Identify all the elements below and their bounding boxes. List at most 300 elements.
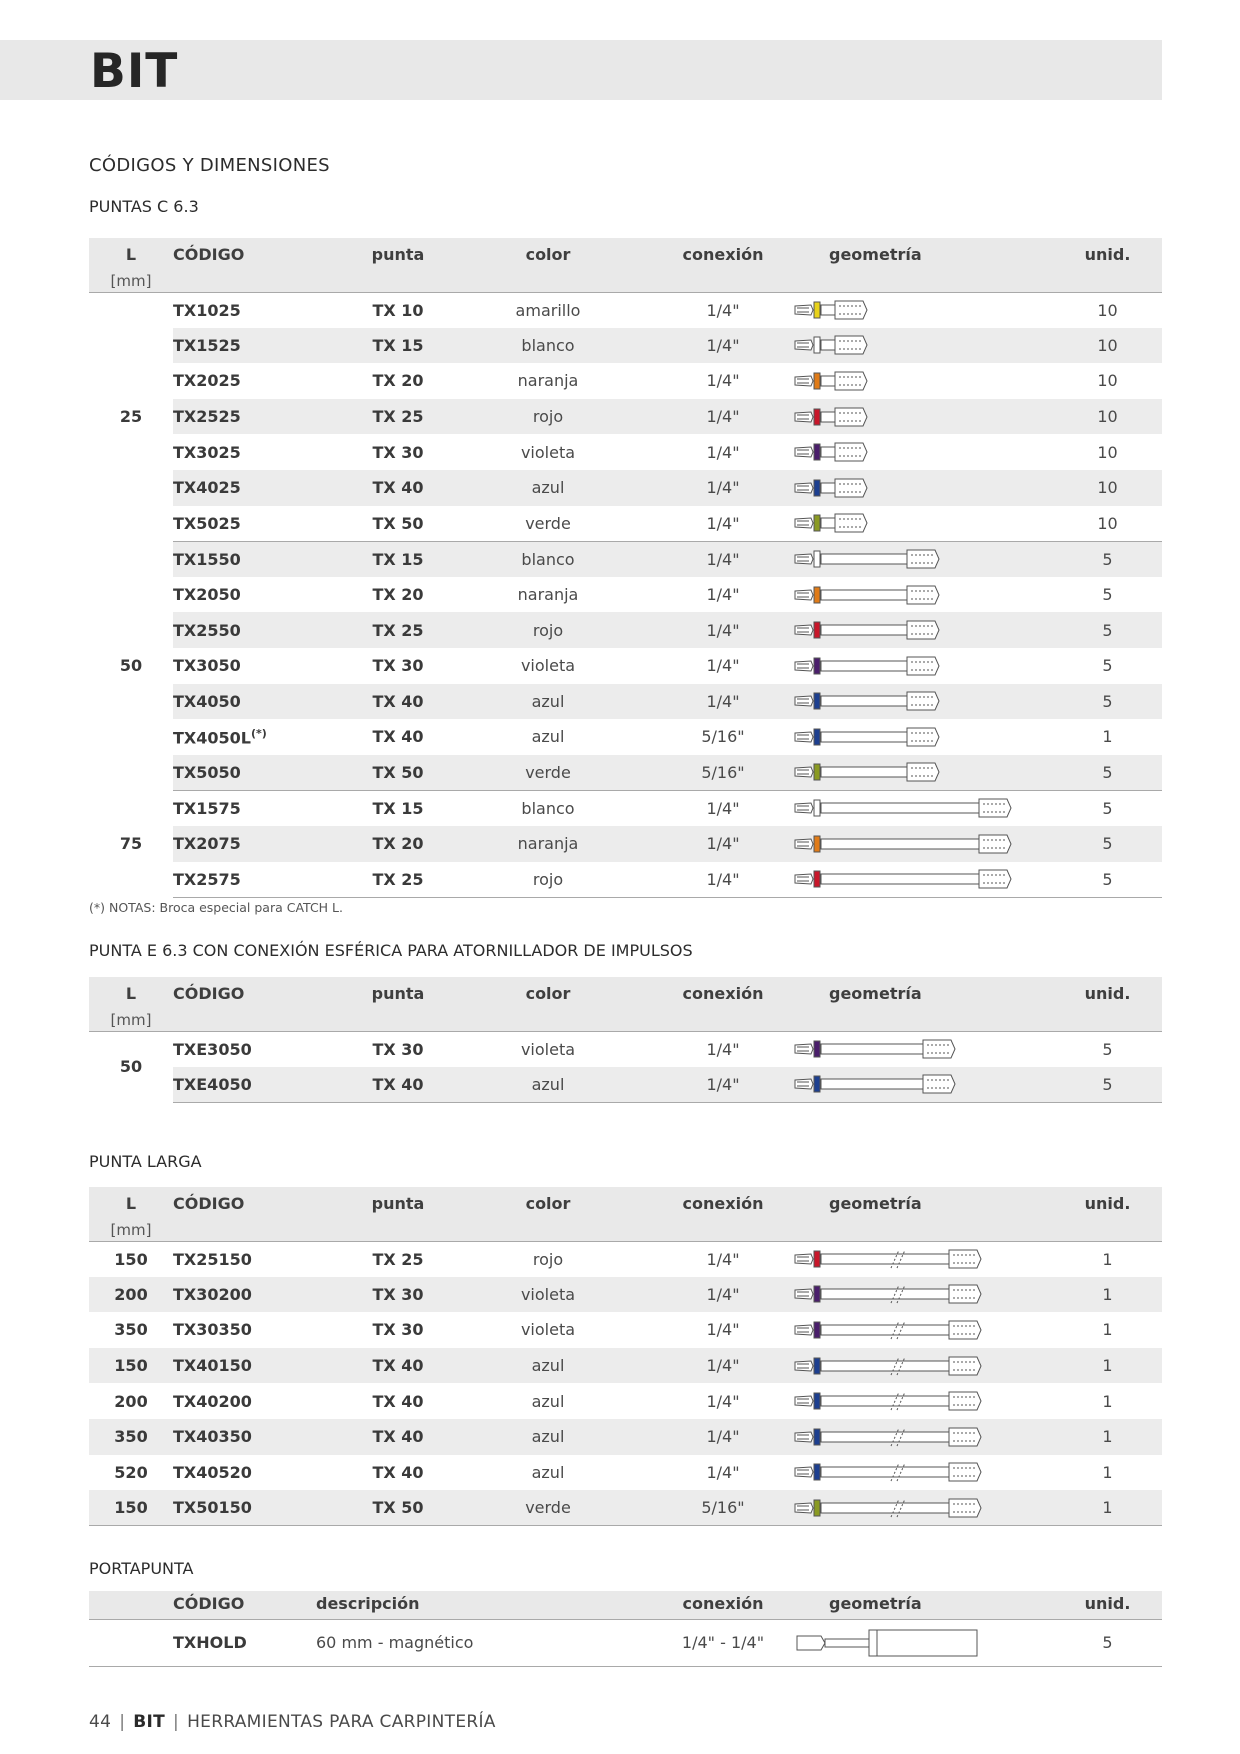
punta-cell: TX 20 [353,826,443,862]
header-L-label: L [125,984,137,1003]
header-unid [1053,238,1162,292]
unid-cell: 1 [1053,1348,1162,1384]
header-L [89,1187,173,1241]
color-cell: azul [443,1067,653,1103]
bit-geometry-icon [793,297,877,323]
geometry-cell [793,1619,1053,1666]
unid-cell: 10 [1097,371,1118,391]
header-geo [793,1187,1053,1241]
code-cell: TX50150 [173,1490,353,1526]
punta-cell: TX 30 [372,656,424,676]
geometry-cell [793,684,1053,720]
section-heading: CÓDIGOS Y DIMENSIONES [89,155,330,176]
header-unid-label: unid. [1084,245,1131,264]
bit-geometry-icon [793,617,949,643]
code-value: TX2050 [173,585,241,605]
code-value: TXE4050 [173,1074,252,1094]
conn-cell: 1/4" [653,1348,793,1384]
table-row [89,612,1162,648]
code-value: TX2575 [173,869,241,889]
header-punta [353,238,443,292]
header-empty [89,1591,173,1619]
color-cell: naranja [443,826,653,862]
bit-geometry-icon [793,795,1021,821]
length-cell: 150 [89,1241,173,1277]
code-cell [173,363,353,399]
header-L-unit: [mm] [110,1011,152,1029]
code-cell [173,1067,353,1103]
code-cell: TX25150 [173,1249,252,1269]
conn-cell: 1/4" - 1/4" [653,1619,793,1666]
punta-cell: TX 40 [372,1462,424,1482]
unid-cell: 1 [1053,1419,1162,1455]
code-value: TX2075 [173,834,241,854]
punta-cell: TX 20 [372,585,424,605]
punta-cell: TX 40 [372,1391,424,1411]
length-cell: 150 [89,1490,173,1526]
punta-cell: TX 25 [353,862,443,898]
length-cell: 150 [89,1348,173,1384]
code-cell [173,328,353,364]
code-cell [173,506,353,542]
code-cell [173,684,353,720]
punta-cell: TX 25 [353,399,443,435]
unid-cell: 5 [1053,862,1162,898]
header-L-unit: [mm] [110,1221,152,1239]
header-punta-label: punta [371,1194,425,1213]
code-cell [173,577,353,613]
conn-cell: 1/4" [706,798,740,818]
length-cell: 520 [89,1455,173,1491]
header-row [89,1187,1162,1241]
empty-cell [89,1619,173,1666]
geometry-cell [793,790,1053,826]
table-row [89,1490,1162,1526]
conn-cell: 1/4" [653,541,793,577]
bit-geometry-icon [793,332,877,358]
code-cell [173,862,353,898]
conn-cell: 1/4" [653,1067,793,1103]
color-cell: rojo [443,612,653,648]
punta-cell: TX 40 [353,1419,443,1455]
bit-geometry-icon [793,439,877,465]
header-conn-label: conexión [682,984,764,1003]
header-unid: unid. [1053,1591,1162,1619]
table-row [89,292,1162,328]
color-cell: azul [443,1348,653,1384]
punta-cell: TX 15 [353,328,443,364]
footer-brand: BIT [133,1712,166,1732]
unid-cell: 5 [1053,612,1162,648]
code-value: TX4025 [173,478,241,498]
unid-cell: 10 [1053,328,1162,364]
table-row [89,1348,1162,1384]
header-conn [653,1187,793,1241]
conn-cell: 1/4" [653,506,793,542]
code-value: TX4050 [173,691,241,711]
unid-cell: 5 [1053,1619,1162,1666]
color-cell: azul [443,470,653,506]
header-unid-label: unid. [1084,1194,1131,1213]
bit-geometry-icon [793,724,949,750]
unid-cell: 1 [1102,1462,1113,1482]
geometry-cell [793,648,1053,684]
unid-cell: 5 [1053,826,1162,862]
header-punta [353,977,443,1031]
header-L [89,977,173,1031]
punta-cell: TX 15 [353,541,443,577]
code-cell [173,719,353,755]
geometry-cell [793,1348,1053,1384]
code-value: TX2025 [173,371,241,391]
header-geo [793,238,1053,292]
code-value: TX1575 [173,798,241,818]
length-cell: 200 [89,1383,173,1419]
geometry-cell [793,1383,1053,1419]
unid-cell: 5 [1102,585,1113,605]
conn-cell: 1/4" [706,656,740,676]
color-cell: amarillo [515,300,581,320]
header-code [173,977,353,1031]
unid-cell: 5 [1053,684,1162,720]
color-cell: azul [443,684,653,720]
color-cell: azul [531,727,565,747]
code-cell: TXHOLD [173,1619,316,1666]
header-unid [1053,1187,1162,1241]
header-unid-label: unid. [1084,984,1131,1003]
bit-geometry-icon [793,1246,991,1272]
unid-cell: 5 [1053,541,1162,577]
conn-cell: 1/4" [706,371,740,391]
table-row [89,470,1162,506]
geometry-cell [793,577,1053,613]
unid-cell: 1 [1053,1277,1162,1313]
punta-cell: TX 20 [372,371,424,391]
bit-geometry-icon [793,1036,965,1062]
conn-cell: 1/4" [653,470,793,506]
bit-geometry-icon [793,831,1021,857]
code-value: TX1025 [173,300,241,320]
unid-cell: 5 [1102,798,1113,818]
table-row [89,577,1162,613]
unid-cell: 1 [1053,1490,1162,1526]
header-geo: geometría [793,1591,1053,1619]
bit-geometry-icon [793,1459,991,1485]
table-row [89,399,1162,435]
table-punta-e63 [89,977,1162,1103]
code-cell [173,292,353,328]
conn-cell: 1/4" [706,442,740,462]
code-value: TX3025 [173,442,241,462]
geometry-cell [793,1419,1053,1455]
table-row [89,1312,1162,1348]
conn-cell: 5/16" [701,727,745,747]
code-cell: TX30200 [173,1277,353,1313]
punta-cell: TX 15 [372,798,424,818]
table-row [89,1419,1162,1455]
table-row [89,826,1162,862]
punta-cell: TX 30 [353,1277,443,1313]
geometry-cell [793,612,1053,648]
code-cell [173,755,353,791]
header-geo-label: geometría [829,1194,922,1213]
color-cell: rojo [443,862,653,898]
conn-cell: 1/4" [706,1462,740,1482]
table-row [89,1619,1162,1666]
color-cell: azul [443,1419,653,1455]
header-L-unit: [mm] [110,272,152,290]
conn-cell: 1/4" [706,1249,740,1269]
conn-cell: 1/4" [653,328,793,364]
table-row [89,1383,1162,1419]
header-row [89,977,1162,1031]
header-color-label: color [525,245,571,264]
bit-geometry-icon [793,1281,991,1307]
conn-cell: 1/4" [706,585,740,605]
page-title: BIT [90,44,179,99]
geometry-cell [793,1312,1053,1348]
unid-cell: 1 [1102,1249,1113,1269]
geometry-cell [793,363,1053,399]
table-row [89,328,1162,364]
code-value: TXE3050 [173,1039,252,1059]
color-cell: violeta [520,1039,576,1059]
header-punta-label: punta [371,245,425,264]
table-row [89,1067,1162,1103]
header-color [443,977,653,1031]
color-cell: blanco [443,541,653,577]
table-row [89,1031,1162,1067]
table-row [89,1277,1162,1313]
header-code-label: CÓDIGO [173,984,245,1003]
table-row [89,719,1162,755]
unid-cell: 1 [1102,1320,1113,1340]
unid-cell: 10 [1053,399,1162,435]
length-cell: 350 [89,1419,173,1455]
punta-cell: TX 40 [353,1348,443,1384]
code-cell [173,612,353,648]
geometry-cell [793,1277,1053,1313]
punta-cell: TX 30 [372,1320,424,1340]
footer-page-number: 44 [89,1712,112,1732]
color-cell: violeta [443,1277,653,1313]
header-unid [1053,977,1162,1031]
conn-cell: 5/16" [653,1490,793,1526]
bit-geometry-icon [793,1071,965,1097]
unid-cell: 1 [1102,1391,1113,1411]
footer-catalog: HERRAMIENTAS PARA CARPINTERÍA [187,1712,496,1732]
bit-geometry-icon [793,1388,991,1414]
page-footer: 44 | BIT | HERRAMIENTAS PARA CARPINTERÍA [89,1712,496,1732]
geometry-cell [793,292,1053,328]
header-conn-label: conexión [682,1194,764,1213]
code-note-marker: (*) [250,726,267,740]
code-value: TX1550 [173,549,241,569]
punta-cell: TX 10 [372,300,424,320]
geometry-cell [793,1490,1053,1526]
bit-geometry-icon [793,404,877,430]
geometry-cell [793,470,1053,506]
geometry-cell [793,506,1053,542]
geometry-cell [793,826,1053,862]
header-color [443,1187,653,1241]
table-puntas-c63 [89,238,1162,898]
code-cell [173,1031,353,1067]
punta-cell: TX 40 [353,470,443,506]
header-color [443,238,653,292]
conn-cell: 1/4" [706,1391,740,1411]
table1-note: (*) NOTAS: Broca especial para CATCH L. [89,900,343,915]
conn-cell: 1/4" [653,399,793,435]
punta-cell: TX 25 [372,1249,424,1269]
header-L-label: L [125,1194,137,1213]
geometry-cell [793,755,1053,791]
header-geo-label: geometría [829,245,922,264]
bit-geometry-icon [793,582,949,608]
color-cell: verde [443,506,653,542]
punta-cell: TX 40 [372,727,424,747]
header-L-label: L [125,245,137,264]
table-row [89,1241,1162,1277]
unid-cell: 10 [1053,470,1162,506]
geometry-cell [793,399,1053,435]
punta-cell: TX 40 [353,684,443,720]
punta-cell: TX 50 [353,755,443,791]
code-cell [173,790,353,826]
table3-title: PUNTA LARGA [89,1152,202,1171]
conn-cell: 1/4" [706,300,740,320]
table-row [89,790,1162,826]
unid-cell: 5 [1053,1067,1162,1103]
code-cell [173,434,353,470]
punta-cell: TX 50 [353,1490,443,1526]
length-cell: 50 [89,1031,173,1102]
punta-cell: TX 30 [372,1039,424,1059]
code-cell: TX30350 [173,1320,252,1340]
color-cell: violeta [520,442,576,462]
bit-geometry-icon [793,368,877,394]
header-conn [653,238,793,292]
code-value: TX5050 [173,762,241,782]
table-punta-larga [89,1187,1162,1526]
bit-geometry-icon [793,1317,991,1343]
length-cell: 75 [89,790,173,897]
bit-geometry-icon [793,1495,991,1521]
title-band [0,40,1162,100]
header-code [173,1187,353,1241]
geometry-cell [793,1241,1053,1277]
conn-cell: 1/4" [653,1419,793,1455]
table2-title: PUNTA E 6.3 CON CONEXIÓN ESFÉRICA PARA ATORNILLADOR DE IMPULSOS [89,941,693,960]
header-code-label: CÓDIGO [173,245,245,264]
table-row [89,684,1162,720]
color-cell: naranja [517,371,579,391]
code-value: TX5025 [173,513,241,533]
geometry-cell [793,1067,1053,1103]
code-cell [173,648,353,684]
code-cell [173,470,353,506]
conn-cell: 1/4" [653,1277,793,1313]
color-cell: verde [443,755,653,791]
unid-cell: 1 [1102,727,1113,747]
conn-cell: 1/4" [706,1039,740,1059]
header-geo [793,977,1053,1031]
length-cell: 200 [89,1277,173,1313]
table-row [89,541,1162,577]
code-cell [173,826,353,862]
holder-geometry-icon [793,1626,983,1660]
table-portapunta [89,1591,1162,1667]
conn-cell: 1/4" [653,612,793,648]
color-cell: rojo [443,399,653,435]
header-L [89,238,173,292]
unid-cell: 5 [1102,1039,1113,1059]
code-cell [173,399,353,435]
bit-geometry-icon [793,475,877,501]
punta-cell: TX 25 [353,612,443,648]
table-row [89,363,1162,399]
header-punta-label: punta [371,984,425,1003]
geometry-cell [793,1455,1053,1491]
conn-cell: 5/16" [653,755,793,791]
punta-cell: TX 40 [353,1067,443,1103]
geometry-cell [793,434,1053,470]
code-cell: TX40350 [173,1419,353,1455]
length-cell: 50 [89,541,173,790]
code-value: TX2525 [173,407,241,427]
header-code: CÓDIGO [173,1591,316,1619]
header-conn-label: conexión [682,245,764,264]
code-value: TX4050L [173,728,251,748]
header-code-label: CÓDIGO [173,1194,245,1213]
color-cell: violeta [520,656,576,676]
geometry-cell [793,541,1053,577]
conn-cell: 1/4" [706,1320,740,1340]
header-row [89,1591,1162,1619]
header-row [89,238,1162,292]
desc-cell: 60 mm - magnético [316,1619,653,1666]
code-cell: TX40150 [173,1348,353,1384]
geometry-cell [793,862,1053,898]
table-row [89,1455,1162,1491]
conn-cell: 1/4" [653,684,793,720]
bit-geometry-icon [793,759,949,785]
unid-cell: 10 [1097,300,1118,320]
code-cell [173,541,353,577]
unid-cell: 5 [1053,755,1162,791]
geometry-cell [793,328,1053,364]
color-cell: violeta [520,1320,576,1340]
color-cell: rojo [532,1249,564,1269]
header-conn: conexión [653,1591,793,1619]
unid-cell: 10 [1097,442,1118,462]
color-cell: azul [531,1391,565,1411]
geometry-cell [793,1031,1053,1067]
length-cell: 350 [89,1312,173,1348]
bit-geometry-icon [793,1353,991,1379]
punta-cell: TX 30 [372,442,424,462]
color-cell: blanco [521,798,575,818]
header-desc: descripción [316,1591,653,1619]
table-row [89,862,1162,898]
code-value: TX2550 [173,620,241,640]
table1-title: PUNTAS C 6.3 [89,197,199,216]
bit-geometry-icon [793,1424,991,1450]
bit-geometry-icon [793,653,949,679]
bit-geometry-icon [793,688,949,714]
color-cell: azul [531,1462,565,1482]
bit-geometry-icon [793,866,1021,892]
